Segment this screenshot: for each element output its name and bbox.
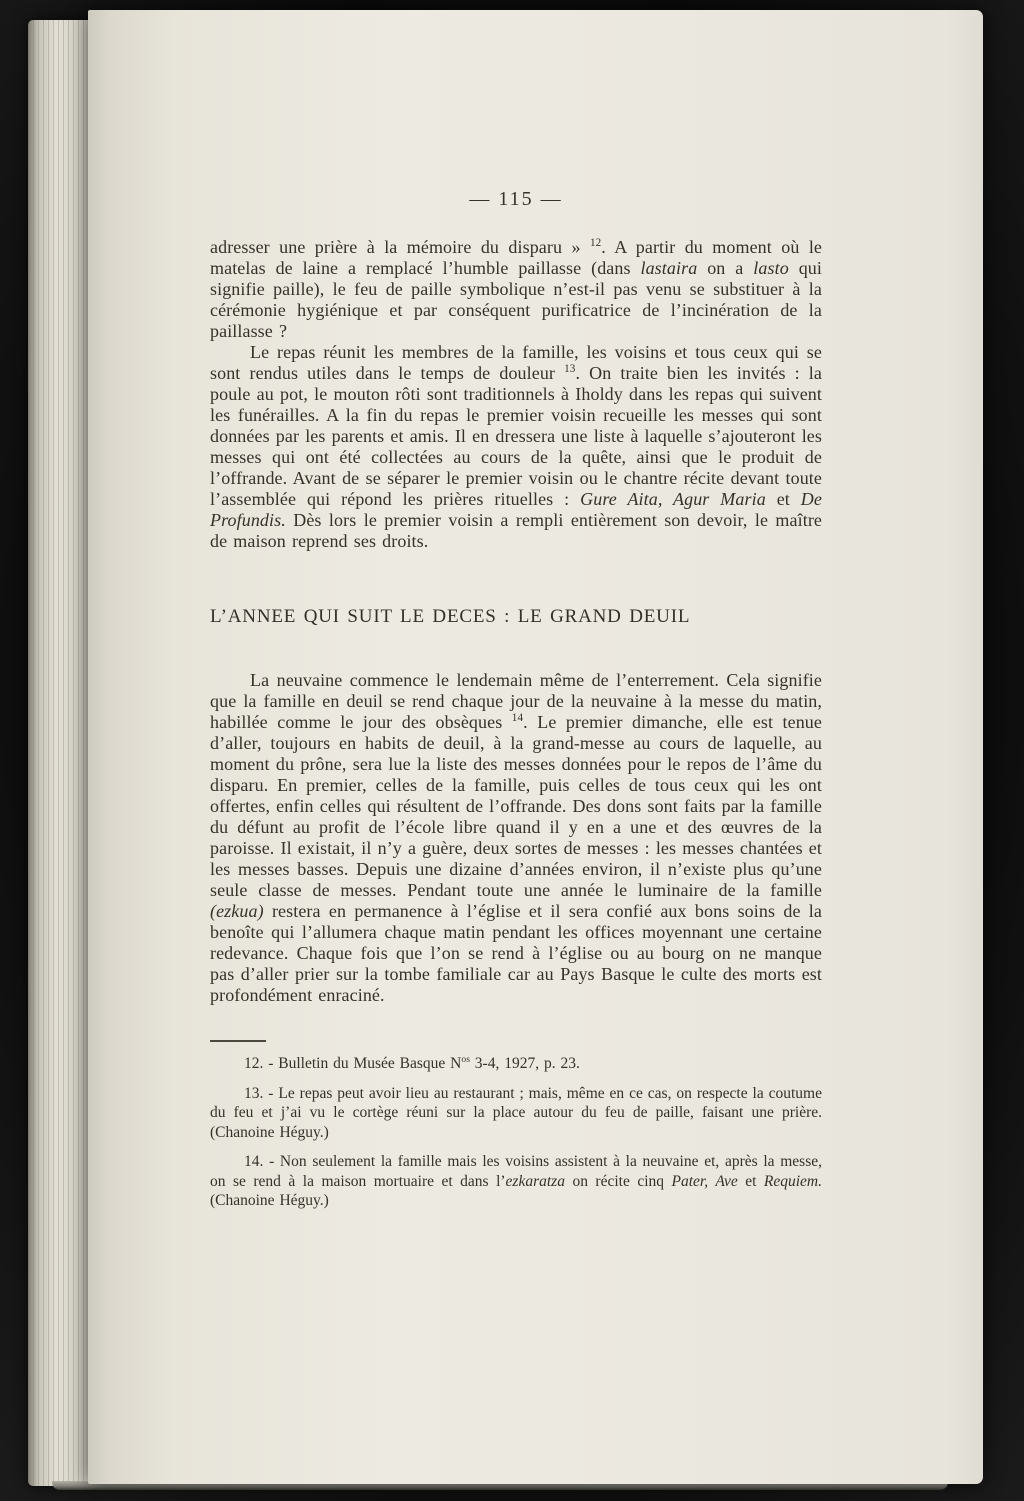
paragraph (210, 237, 822, 342)
text-run: La neuvaine commence le lendemain même de l’enterrement. Cela signifie que la famille en deuil se rend chaque jour de la neuvaine à la messe du matin, habillée comme le jour des obsèques (210, 670, 822, 732)
footnote-ref: os (461, 1053, 470, 1065)
text-run: . Le premier dimanche, elle est tenue d’aller, toujours en habits de deuil, à la grand-messe au cours de laquelle, au moment du prône, sera lue la liste des messes données pour le repos de l’âme du disparu. En premier, celles de la famille, puis celles de tous ceux qui les ont offertes, enfin celles qui résultent de l’offrande. Des dons sont faits par la famille du défunt au profit de l’école libre quand il y en a une et des œuvres de la paroisse. Il existait, il n’y a guère, deux sortes de messes : les messes chantées et les messes basses. Depuis une dizaine d’années environ, il n’existe plus qu’une seule classe de messes. Pendant toute une année le luminaire de la famille (210, 712, 822, 900)
text-run: et (765, 489, 801, 509)
text-run: on a (697, 258, 754, 278)
text-run: restera en permanence à l’église et il sera confié aux bons soins de la benoîte qui l’allumera chaque matin pendant les offices moyennant une certaine redevance. Chaque fois que l’on se rend à l’église ou au bourg on ne manque pas d’aller prier sur la tombe familiale car au Pays Basque le culte des morts est profondément enraciné. (210, 901, 822, 1005)
text-run: 3-4, 1927, p. 23. (469, 1055, 580, 1072)
text-run: on récite cinq (564, 1172, 672, 1190)
text-run: adresser une prière à la mémoire du disparu » (210, 237, 590, 257)
italic-run: lastaira (640, 258, 698, 278)
footnote (210, 1084, 822, 1143)
book-page-edges (28, 20, 92, 1486)
text-run: qui signifie paille), le feu de paille symbolique n’est-il pas venu se substituer à la cérémonie hygiénique et par conséquent purificatrice de l’incinération de la paillasse ? (210, 258, 822, 341)
italic-run: ezkaratza (505, 1172, 565, 1190)
footnote (210, 1054, 822, 1074)
page-number: — 115 — (469, 188, 563, 210)
footnote (210, 1152, 822, 1211)
italic-run: De Profundis. (210, 489, 822, 530)
section-heading: L’ANNEE QUI SUIT LE DECES : LE GRAND DEUIL (210, 606, 691, 627)
text-run: 12. - Bulletin du Musée Basque N (244, 1055, 462, 1072)
text-run: . On traite bien les invités : la poule au pot, le mouton rôti sont traditionnels à Iholdy dans les repas qui suivent les funérailles. A la fin du repas le premier voisin recueille les messes qui sont données par les parents et amis. Il en dressera une liste à laquelle s’ajouteront les messes qui ont été collectées au cours de la quête, ainsi que le produit de l’offrande. Avant de se séparer le premier voisin ou le chantre récite devant toute l’assemblée qui répond les prières rituelles : (210, 363, 822, 509)
italic-run: Pater, Ave (671, 1172, 738, 1190)
text-run: 14. - Non seulement la famille mais les voisins assistent à la neuvaine et, après la messe, on se rend à la maison mortuaire et dans l’ (210, 1153, 822, 1190)
footnote-separator (210, 1040, 266, 1042)
text-run: et (737, 1172, 764, 1190)
paragraph (210, 342, 822, 552)
italic-run: (ezkua) (210, 901, 264, 921)
footnote-ref: 13 (564, 363, 576, 375)
footnote-ref: 14 (511, 712, 524, 724)
text-run: Dès lors le premier voisin a rempli entièrement son devoir, le maître de maison reprend ses droits. (210, 510, 822, 551)
body-text (210, 237, 822, 1006)
book-page (88, 10, 983, 1484)
italic-run: lasto (753, 258, 789, 278)
footnotes-block (210, 1054, 822, 1211)
text-column (210, 188, 822, 1211)
footnote-ref: 12 (589, 237, 602, 249)
paragraph (210, 670, 822, 1006)
text-run: 13. - Le repas peut avoir lieu au restaurant ; mais, même en ce cas, on respecte la coutume du feu et j’ai vu le cortège réuni sur la place autour du feu de paille, faisant une prière. (Chanoine Héguy.) (210, 1084, 822, 1141)
italic-run: Gure Aita, Agur Maria (580, 489, 766, 509)
italic-run: Requiem. (763, 1172, 822, 1190)
text-run: . A partir du moment où le matelas de laine a remplacé l’humble paillasse (dans (210, 237, 823, 278)
text-run: (Chanoine Héguy.) (210, 1192, 329, 1209)
text-run: Le repas réunit les membres de la famille, les voisins et tous ceux qui se sont rendus utiles dans le temps de douleur (210, 342, 822, 383)
